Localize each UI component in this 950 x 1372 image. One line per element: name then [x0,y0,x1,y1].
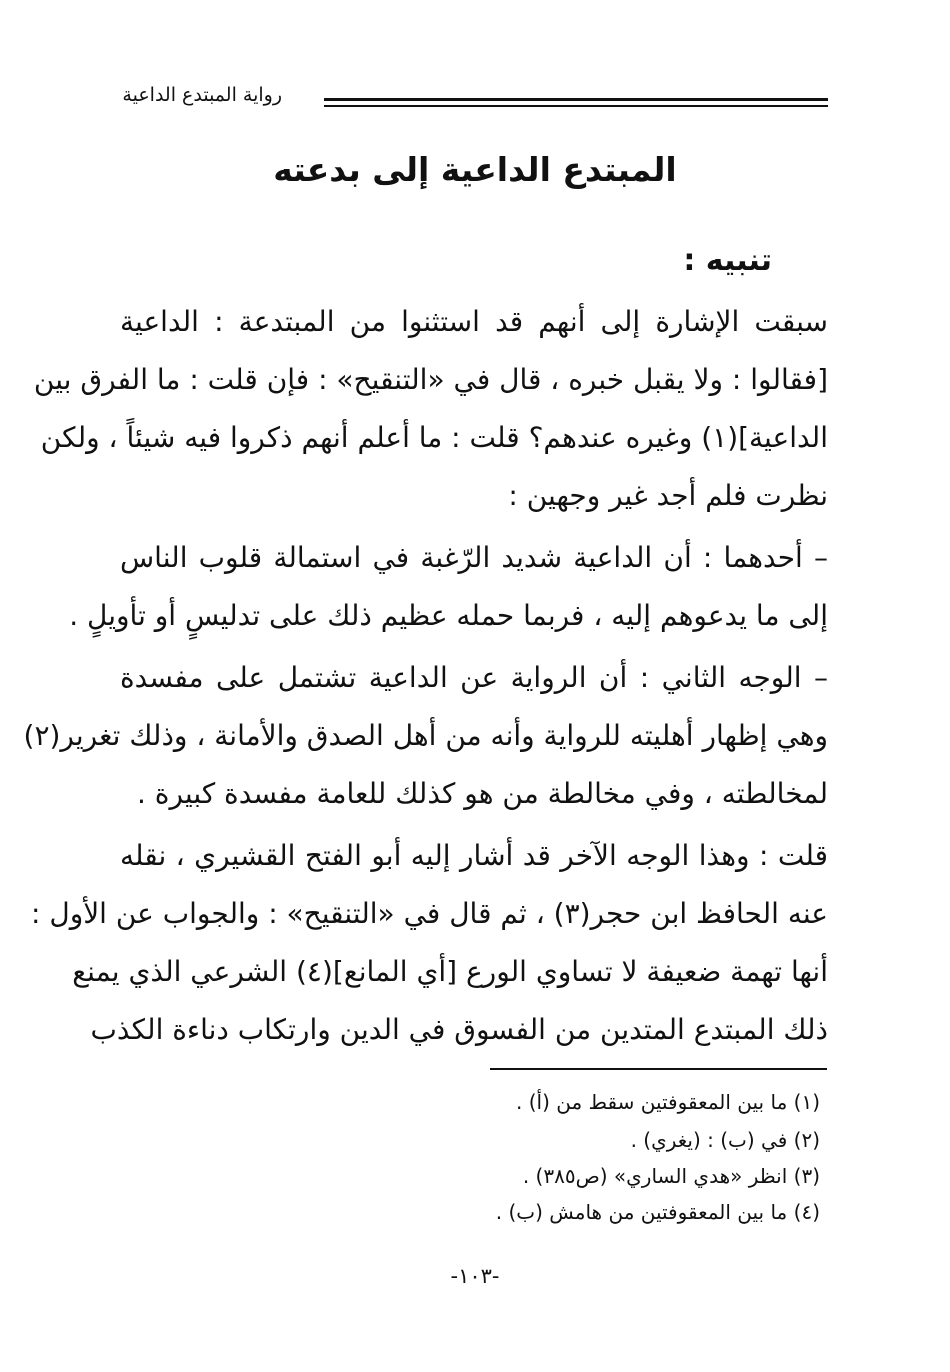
paragraph-2-line-1: – أحدهما : أن الداعية شديد الرّغبة في استمالة قلوب الناس [120,541,828,574]
running-header-title: رواية المبتدع الداعية [122,84,282,106]
paragraph-3-line-3: لمخالطته ، وفي مخالطة من هو كذلك للعامة مفسدة كبيرة . [137,777,828,810]
paragraph-3-line-1: – الوجه الثاني : أن الرواية عن الداعية تشتمل على مفسدة [120,661,828,694]
footnote-2: (٢) في (ب) : (يغري) . [630,1128,820,1152]
header-rule-thin [324,105,828,107]
paragraph-3-line-2: وهي إظهار أهليته للرواية وأنه من أهل الصدق والأمانة ، وذلك تغرير(٢) [23,719,828,752]
paragraph-4-line-4: ذلك المبتدع المتدين من الفسوق في الدين وارتكاب دناءة الكذب [90,1013,828,1046]
header-rule-thick [324,98,828,101]
paragraph-1-line-1: سبقت الإشارة إلى أنهم قد استثنوا من المبتدعة : الداعية [120,305,828,338]
note-heading: تنبيه : [683,243,772,278]
paragraph-1-line-3: الداعية](١) وغيره عندهم؟ قلت : ما أعلم أنهم ذكروا فيه شيئاً ، ولكن [40,421,828,454]
paragraph-4-line-1: قلت : وهذا الوجه الآخر قد أشار إليه أبو الفتح القشيري ، نقله [120,839,828,872]
page-number: -١٠٣- [450,1264,500,1288]
footnote-separator [490,1068,827,1070]
footnote-1: (١) ما بين المعقوفتين سقط من (أ) . [516,1090,820,1114]
footnote-3: (٣) انظر «هدي الساري» (ص٣٨٥) . [522,1164,820,1188]
paragraph-2-line-2: إلى ما يدعوهم إليه ، فربما حمله عظيم ذلك على تدليسٍ أو تأويلٍ . [69,599,828,632]
footnote-4: (٤) ما بين المعقوفتين من هامش (ب) . [495,1200,820,1224]
paragraph-1-line-2: [فقالوا : ولا يقبل خبره ، قال في «التنقيح» : فإن قلت : ما الفرق بين [33,363,828,396]
paragraph-1-line-4: نظرت فلم أجد غير وجهين : [508,479,828,512]
paragraph-4-line-3: أنها تهمة ضعيفة لا تساوي الورع [أي المانع](٤) الشرعي الذي يمنع [72,955,828,988]
chapter-title: المبتدع الداعية إلى بدعته [273,150,677,189]
paragraph-4-line-2: عنه الحافظ ابن حجر(٣) ، ثم قال في «التنقيح» : والجواب عن الأول : [31,897,828,930]
